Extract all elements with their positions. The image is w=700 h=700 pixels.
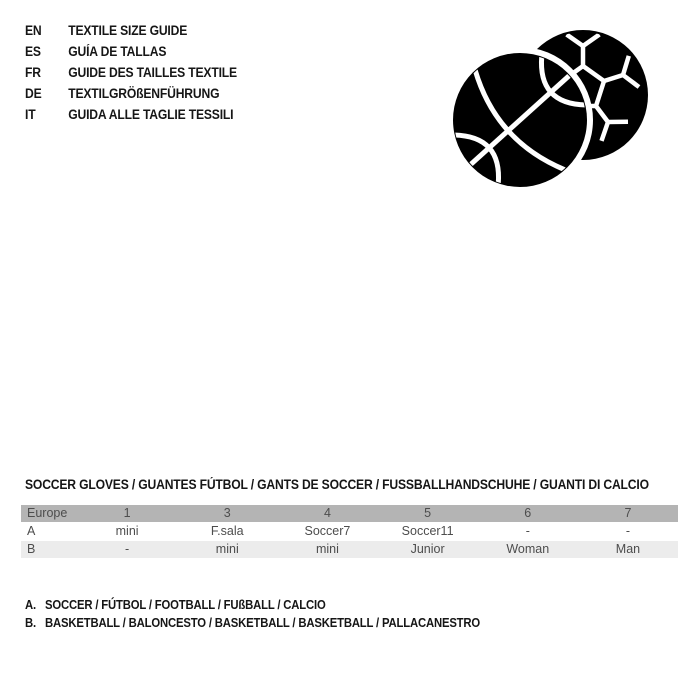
- language-label: TEXTILE SIZE GUIDE: [68, 23, 188, 38]
- size-cell: Soccer7: [304, 524, 351, 538]
- size-cell: mini: [115, 524, 139, 538]
- size-cell: Soccer11: [401, 524, 454, 538]
- language-row-fr: [25, 62, 237, 83]
- row-label: B: [27, 542, 36, 556]
- language-label: GUIDE DES TAILLES TEXTILE: [68, 65, 237, 80]
- size-table-title: SOCCER GLOVES / GUANTES FÚTBOL / GANTS DE SOCCER / FUSSBALLHANDSCHUHE / GUANTI DI CALCIO: [25, 477, 649, 492]
- footnote-text: SOCCER / FÚTBOL / FOOTBALL / FUßBALL / CALCIO: [45, 596, 326, 612]
- size-cell: -: [125, 542, 130, 556]
- footnote-text: BASKETBALL / BALONCESTO / BASKETBALL / BASKETBALL / PALLACANESTRO: [45, 614, 481, 630]
- header-cell-size: 7: [624, 506, 632, 520]
- size-table: [21, 505, 678, 559]
- footnote-a: [25, 595, 480, 613]
- size-cell: -: [525, 524, 530, 538]
- language-label: TEXTILGRÖßENFÜHRUNG: [68, 86, 220, 101]
- language-code: ES: [25, 44, 41, 59]
- language-row-it: [25, 104, 237, 125]
- language-code: DE: [25, 86, 42, 101]
- header-cell-region: Europe: [27, 506, 68, 520]
- size-cell: mini: [315, 542, 339, 556]
- row-label: A: [27, 524, 36, 538]
- language-row-es: [25, 41, 237, 62]
- language-code: IT: [25, 107, 36, 122]
- size-cell: F.sala: [210, 524, 244, 538]
- size-cell: Junior: [410, 542, 445, 556]
- header-cell-size: 5: [424, 506, 432, 520]
- language-row-en: [25, 20, 237, 41]
- footnotes: [25, 595, 548, 631]
- size-cell: -: [625, 524, 631, 538]
- footnote-b: [25, 613, 480, 631]
- language-row-de: [25, 83, 237, 104]
- size-cell: Man: [615, 542, 641, 556]
- language-code: FR: [25, 65, 41, 80]
- header-cell-size: 3: [223, 506, 231, 520]
- language-label: GUIDA ALLE TAGLIE TESSILI: [68, 107, 234, 122]
- size-table-header-row: [21, 505, 678, 522]
- language-label: GUÍA DE TALLAS: [68, 44, 167, 59]
- size-cell: mini: [215, 542, 239, 556]
- header-cell-size: 1: [123, 506, 131, 520]
- footnote-label: B.: [25, 614, 36, 630]
- header-cell-size: 6: [524, 506, 532, 520]
- size-cell: Woman: [506, 542, 550, 556]
- language-list: [25, 20, 261, 125]
- header-cell-size: 4: [323, 506, 331, 520]
- language-code: EN: [25, 23, 42, 38]
- size-table-row-b: [21, 541, 678, 558]
- size-table-row-a: [21, 523, 678, 540]
- balls-illustration: [425, 10, 660, 195]
- footnote-label: A.: [25, 596, 36, 612]
